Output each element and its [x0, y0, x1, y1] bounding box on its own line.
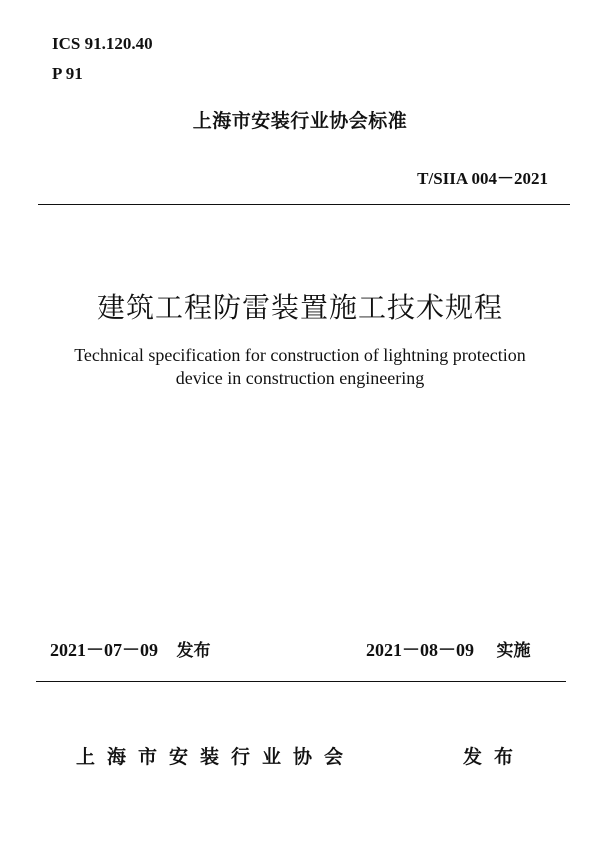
- issue-label: 发布: [176, 641, 211, 661]
- bottom-divider: [36, 681, 566, 682]
- standard-number: T/SIIA 004－2021: [417, 169, 548, 188]
- publish-label: 发布: [463, 746, 526, 768]
- implementation-label: 实施: [496, 641, 531, 661]
- document-title-english-line1: Technical specification for construction of lightning protection: [74, 345, 526, 365]
- ics-code: ICS 91.120.40: [52, 34, 153, 53]
- document-title-english-line2: device in construction engineering: [175, 368, 425, 388]
- association-standard-title: 上海市安装行业协会标准: [192, 110, 408, 132]
- ccs-code: P 91: [52, 64, 83, 83]
- issue-date-block: [50, 636, 211, 662]
- document-title-chinese: 建筑工程防雷装置施工技术规程: [96, 291, 503, 324]
- issue-date: 2021－07－09: [50, 640, 158, 660]
- publisher-name: 上海市安装行业协会: [76, 746, 356, 768]
- implementation-date: 2021－08－09: [366, 640, 474, 660]
- implementation-date-block: [366, 636, 531, 662]
- top-divider: [38, 204, 570, 205]
